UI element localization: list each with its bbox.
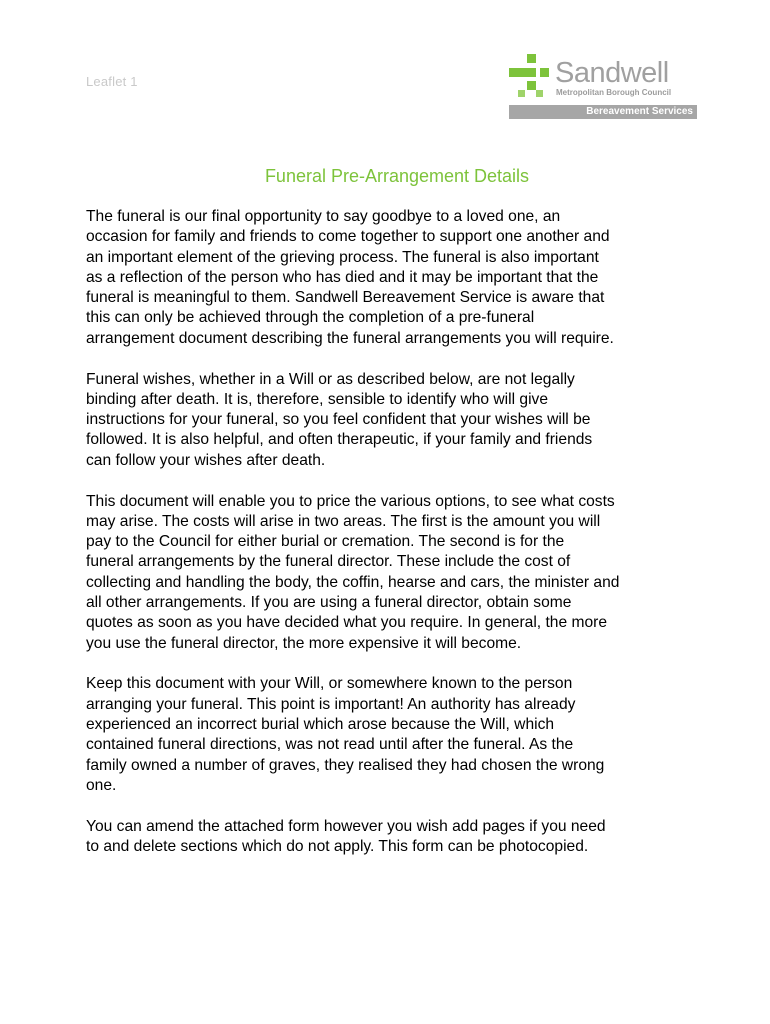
page-title: Funeral Pre-Arrangement Details bbox=[264, 166, 530, 186]
leaflet-label: Leaflet 1 bbox=[86, 74, 138, 89]
paragraph-costs: This document will enable you to price the various options, to see what costs may arise. The costs will arise in two areas. The first is the amount you will pay to the Council for either burial or cremation. The second is for the funeral arrangements by the funeral director. These include the cost of collecting and handling the body, the coffin, hearse and cars, the minister and all other arrangements. If you are using a funeral director, obtain some quotes as soon as you have decided what you require. In general, the more you use the funeral director, the more expensive it will become. bbox=[86, 492, 620, 652]
logo-squares-icon bbox=[509, 54, 555, 100]
paragraph-wishes: Funeral wishes, whether in a Will or as described below, are not legally binding after death. It is, therefore, sensible to identify who will give instructions for your funeral, so you feel confident that your wishes will be followed. It is also helpful, and often therapeutic, if your family and friends can follow your wishes after death. bbox=[86, 370, 593, 469]
document-body bbox=[86, 207, 712, 878]
paragraph-keep-document: Keep this document with your Will, or somewhere known to the person arranging your funeral. This point is important! An authority has already experienced an incorrect burial which arose because the Will, which contained funeral directions, was not read until after the funeral. As the family owned a number of graves, they realised they had chosen the wrong one. bbox=[86, 675, 605, 794]
logo-bar-text: Bereavement Services bbox=[586, 106, 693, 117]
logo-bar bbox=[509, 105, 697, 119]
sandwell-logo bbox=[509, 54, 697, 120]
logo-subtitle: Metropolitan Borough Council bbox=[556, 88, 672, 97]
paragraph-intro: The funeral is our final opportunity to say goodbye to a loved one, an occasion for family and friends to come together to support one another and an important element of the grieving process. The funeral is also important as a reflection of the person who has died and it may be important that the funeral is meaningful to them. Sandwell Bereavement Service is aware that this can only be achieved through the completion of a pre-funeral arrangement document describing the funeral arrangements you will require. bbox=[86, 208, 614, 347]
paragraph-amend-form: You can amend the attached form however you wish add pages if you need to and delete sections which do not apply. This form can be photocopied. bbox=[86, 817, 606, 856]
logo-name: Sandwell bbox=[555, 57, 669, 89]
